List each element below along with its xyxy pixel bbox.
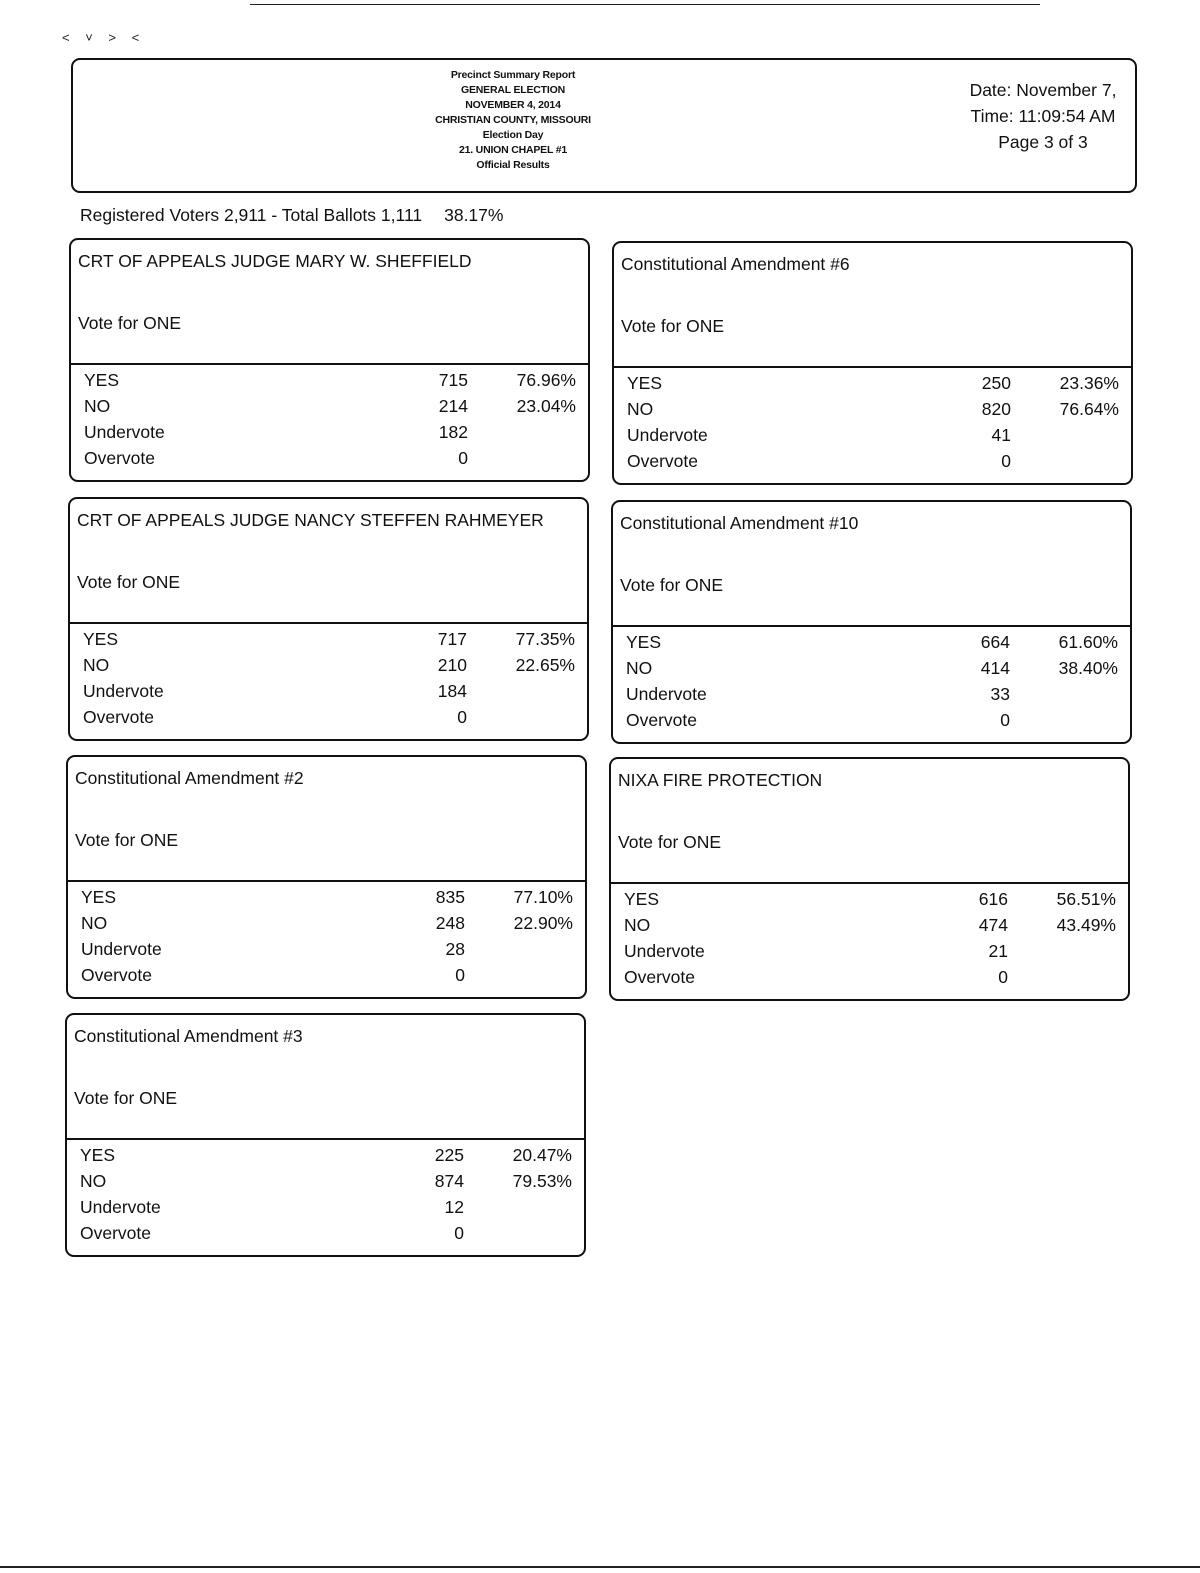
result-row — [70, 681, 587, 707]
choice-label: Overvote — [83, 707, 154, 727]
report-date: Date: November 7, — [969, 80, 1117, 100]
page-number: Page 3 of 3 — [998, 132, 1088, 152]
vote-count: 250 — [981, 373, 1011, 393]
vote-count: 715 — [438, 370, 468, 390]
vote-percent: 79.53% — [512, 1171, 572, 1191]
contest-title: Constitutional Amendment #2 — [75, 768, 304, 788]
contest-title: Constitutional Amendment #3 — [74, 1026, 303, 1046]
choice-label: NO — [627, 399, 654, 419]
result-row — [67, 1197, 584, 1223]
vote-count: 0 — [1000, 710, 1010, 730]
vote-percent: 76.96% — [516, 370, 576, 390]
vote-count: 214 — [438, 396, 468, 416]
scan-bottom-edge-line — [0, 1566, 1200, 1568]
contest-box — [69, 238, 590, 482]
vote-count: 12 — [444, 1197, 464, 1217]
vote-count: 182 — [438, 422, 468, 442]
report-title: Precinct Summary Report — [450, 69, 576, 81]
choice-label: YES — [80, 1145, 116, 1165]
result-row — [611, 915, 1128, 941]
election-name: GENERAL ELECTION — [461, 84, 565, 96]
contest-divider — [68, 880, 585, 882]
choice-label: NO — [626, 658, 653, 678]
vote-percent: 20.47% — [512, 1145, 572, 1165]
result-row — [614, 399, 1131, 425]
vote-percent: 23.04% — [516, 396, 576, 416]
contest-instruction: Vote for ONE — [621, 316, 725, 336]
contest-instruction: Vote for ONE — [620, 575, 724, 595]
choice-label: Undervote — [626, 684, 707, 704]
contest-divider — [71, 363, 588, 365]
contest-divider — [67, 1138, 584, 1140]
day-type: Election Day — [482, 129, 544, 141]
choice-label: NO — [81, 913, 108, 933]
vote-count: 0 — [454, 1223, 464, 1243]
vote-count: 28 — [445, 939, 465, 959]
result-row — [614, 425, 1131, 451]
result-row — [67, 1223, 584, 1249]
contest-title: CRT OF APPEALS JUDGE NANCY STEFFEN RAHMEYER — [77, 510, 544, 530]
vote-count: 874 — [434, 1171, 464, 1191]
choice-label: NO — [624, 915, 651, 935]
vote-percent: 23.36% — [1059, 373, 1119, 393]
election-date: NOVEMBER 4, 2014 — [465, 99, 561, 111]
result-row — [68, 913, 585, 939]
choice-label: YES — [626, 632, 662, 652]
result-row — [71, 370, 588, 396]
choice-label: Undervote — [80, 1197, 161, 1217]
choice-label: Overvote — [80, 1223, 151, 1243]
contest-title: CRT OF APPEALS JUDGE MARY W. SHEFFIELD — [78, 251, 472, 271]
contest-results — [70, 629, 587, 733]
vote-count: 225 — [434, 1145, 464, 1165]
contest-box — [68, 497, 589, 741]
choice-label: Undervote — [84, 422, 165, 442]
vote-count: 41 — [991, 425, 1011, 445]
contest-box — [612, 241, 1133, 485]
choice-label: Undervote — [627, 425, 708, 445]
turnout-percent: 38.17% — [444, 205, 504, 225]
result-row — [614, 373, 1131, 399]
result-row — [71, 448, 588, 474]
choice-label: Undervote — [81, 939, 162, 959]
vote-count: 210 — [437, 655, 467, 675]
choice-label: Overvote — [627, 451, 698, 471]
contest-instruction: Vote for ONE — [618, 832, 722, 852]
choice-label: NO — [83, 655, 110, 675]
contest-results — [611, 889, 1128, 993]
vote-count: 21 — [988, 941, 1008, 961]
vote-percent: 22.65% — [515, 655, 575, 675]
county-name: CHRISTIAN COUNTY, MISSOURI — [435, 114, 591, 126]
contest-title: Constitutional Amendment #10 — [620, 513, 859, 533]
result-row — [613, 710, 1130, 736]
result-row — [70, 655, 587, 681]
turnout-summary — [80, 205, 503, 226]
vote-count: 0 — [998, 967, 1008, 987]
contest-instruction: Vote for ONE — [78, 313, 182, 333]
choice-label: Overvote — [626, 710, 697, 730]
contest-results — [614, 373, 1131, 477]
result-row — [611, 967, 1128, 993]
choice-label: Undervote — [83, 681, 164, 701]
contest-box — [65, 1013, 586, 1257]
choice-label: Overvote — [624, 967, 695, 987]
contest-box — [611, 500, 1132, 744]
result-row — [614, 451, 1131, 477]
vote-count: 0 — [455, 965, 465, 985]
result-row — [67, 1145, 584, 1171]
vote-count: 33 — [990, 684, 1010, 704]
vote-count: 184 — [437, 681, 467, 701]
choice-label: YES — [624, 889, 660, 909]
result-row — [613, 684, 1130, 710]
result-row — [71, 422, 588, 448]
report-header-box — [71, 58, 1137, 193]
choice-label: Overvote — [84, 448, 155, 468]
vote-count: 616 — [978, 889, 1008, 909]
contest-results — [71, 370, 588, 474]
report-time: Time: 11:09:54 AM — [970, 106, 1116, 126]
contest-results — [67, 1145, 584, 1249]
precinct-name: 21. UNION CHAPEL #1 — [458, 144, 568, 156]
result-row — [613, 658, 1130, 684]
vote-percent: 76.64% — [1059, 399, 1119, 419]
choice-label: YES — [627, 373, 663, 393]
vote-percent: 22.90% — [513, 913, 573, 933]
result-row — [71, 396, 588, 422]
vote-count: 414 — [980, 658, 1010, 678]
vote-count: 0 — [457, 707, 467, 727]
scan-top-edge-line — [250, 4, 1040, 5]
vote-count: 474 — [978, 915, 1008, 935]
vote-count: 664 — [980, 632, 1010, 652]
choice-label: NO — [84, 396, 111, 416]
vote-percent: 61.60% — [1058, 632, 1118, 652]
choice-label: YES — [84, 370, 120, 390]
vote-count: 835 — [435, 887, 465, 907]
contest-box — [66, 755, 587, 999]
result-row — [613, 632, 1130, 658]
vote-count: 717 — [437, 629, 467, 649]
choice-label: YES — [81, 887, 117, 907]
vote-count: 248 — [435, 913, 465, 933]
choice-label: Undervote — [624, 941, 705, 961]
result-row — [70, 707, 587, 733]
report-header-meta — [953, 77, 1133, 155]
vote-percent: 77.10% — [513, 887, 573, 907]
contest-divider — [613, 625, 1130, 627]
contest-divider — [614, 366, 1131, 368]
result-row — [611, 941, 1128, 967]
scan-stray-marks: ˂ ˅ ˃ ˂ — [62, 30, 146, 45]
vote-count: 820 — [981, 399, 1011, 419]
result-row — [611, 889, 1128, 915]
vote-percent: 56.51% — [1056, 889, 1116, 909]
contest-results — [613, 632, 1130, 736]
result-row — [70, 629, 587, 655]
choice-label: YES — [83, 629, 119, 649]
result-row — [68, 939, 585, 965]
contest-results — [68, 887, 585, 991]
contest-divider — [70, 622, 587, 624]
contest-instruction: Vote for ONE — [74, 1088, 178, 1108]
contest-title: Constitutional Amendment #6 — [621, 254, 850, 274]
contest-instruction: Vote for ONE — [77, 572, 181, 592]
choice-label: Overvote — [81, 965, 152, 985]
registered-voters-text: Registered Voters 2,911 - Total Ballots 1,111 — [80, 205, 423, 225]
vote-count: 0 — [458, 448, 468, 468]
contest-divider — [611, 882, 1128, 884]
vote-percent: 38.40% — [1058, 658, 1118, 678]
contest-instruction: Vote for ONE — [75, 830, 179, 850]
result-row — [68, 887, 585, 913]
result-row — [67, 1171, 584, 1197]
vote-percent: 43.49% — [1056, 915, 1116, 935]
results-type: Official Results — [476, 159, 550, 171]
report-header-center — [403, 68, 623, 173]
vote-percent: 77.35% — [515, 629, 575, 649]
contest-box — [609, 757, 1130, 1001]
vote-count: 0 — [1001, 451, 1011, 471]
choice-label: NO — [80, 1171, 107, 1191]
contest-title: NIXA FIRE PROTECTION — [618, 770, 823, 790]
result-row — [68, 965, 585, 991]
